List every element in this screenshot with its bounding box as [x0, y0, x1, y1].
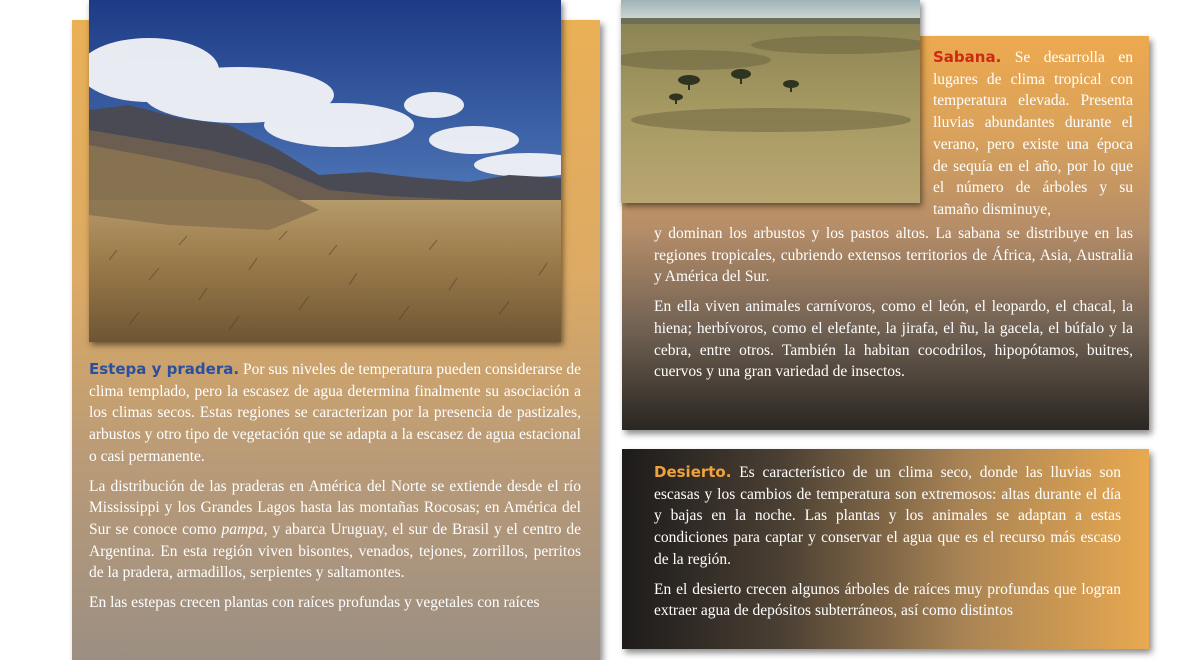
pampa-term: pampa, [221, 520, 268, 538]
desierto-text [654, 462, 1121, 630]
estepa-photo [89, 0, 561, 342]
estepa-paragraph-2 [89, 476, 581, 585]
estepa-p2a-text: La distribución de las praderas en América del Norte se extiende desde el río Mississippi y los Grandes Lagos hasta las montañas Rocosas; en América del Sur se conoce como [89, 477, 581, 538]
sabana-title: Sabana. [933, 48, 1002, 66]
sabana-photo [621, 0, 920, 203]
sabana-text-column [933, 47, 1133, 229]
sabana-paragraph-1a [933, 47, 1133, 221]
desierto-paragraph-2: En el desierto crecen algunos árboles de raíces muy profundas que logran extraer agua de depósitos subterráneos, así como distintos [654, 580, 1121, 620]
estepa-p1-text: Por sus niveles de temperatura pueden considerarse de clima templado, pero la escasez de agua determina finalmente su asociación a los climas secos. Estas regiones se caracterizan por la presencia de pastizales, arbustos y otro tipo de vegetación que se adapta a la escasez de agua estacional o casi permanente. [89, 361, 581, 465]
sabana-p1a-text: Se desarrolla en lugares de clima tropical con temperatura elevada. Presenta lluvias abundantes durante el verano, pero existe una época de sequía en el año, por lo que el número de árboles y su tamaño disminuye, [933, 49, 1133, 218]
estepa-paragraph-3: En las estepas crecen plantas con raíces profundas y vegetales con raíces [89, 594, 540, 612]
estepa-text [89, 359, 581, 622]
sabana-paragraph-2: En ella viven animales carnívoros, como el león, el leopardo, el chacal, la hiena; herbívoros, como el elefante, la jirafa, el ñu, la gacela, el búfalo y la cebra, entre otros. También la habitan cocodrilos, hipopótamos, buitres, cuervos y una gran variedad de insectos. [654, 298, 1133, 381]
desierto-p1-text: Es característico de un clima seco, donde las lluvias son escasas y los cambios de temperatura son extremosos: altas durante el día y bajas en la noche. Las plantas y los animales se adaptan a estas condiciones para captar y conservar el agua que es el recurso más escaso de la región. [654, 464, 1121, 568]
sabana-text-full [654, 223, 1133, 391]
estepa-paragraph-1 [89, 359, 581, 468]
desierto-title: Desierto. [654, 463, 732, 481]
estepa-p2b-text: y abarca Uruguay, el sur de Brasil y el centro de Argentina. En esta región viven bisontes, venados, tejones, zorrillos, perritos de la pradera, armadillos, serpientes y saltamontes. [89, 520, 581, 582]
desierto-paragraph-1 [654, 462, 1121, 571]
estepa-title: Estepa y pradera. [89, 360, 240, 378]
sabana-paragraph-1b: y dominan los arbustos y los pastos altos. La sabana se distribuye en las regiones tropicales, cubriendo extensos territorios de África, Asia, Australia y América del Sur. [654, 225, 1133, 286]
